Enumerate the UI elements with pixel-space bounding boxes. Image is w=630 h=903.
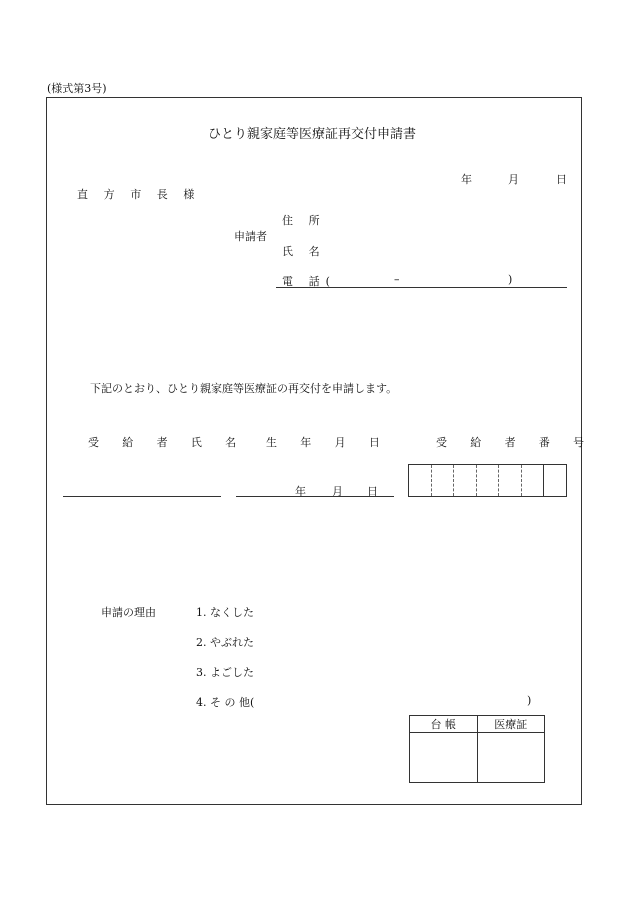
birthdate-header: 生 年 月 日: [266, 436, 390, 449]
number-digit-box[interactable]: [432, 465, 455, 496]
reason-other-close: ): [527, 694, 532, 707]
recipient-name-line[interactable]: [63, 496, 221, 497]
phone-separator: –: [394, 273, 400, 286]
number-digit-box[interactable]: [499, 465, 522, 496]
number-digit-box[interactable]: [477, 465, 500, 496]
office-col-certificate: 医療証: [477, 716, 545, 733]
date-year-label: 年: [461, 173, 472, 186]
reason-label: 申請の理由: [101, 606, 156, 619]
office-use-table: [409, 715, 545, 783]
number-digit-box[interactable]: [409, 465, 432, 496]
applicant-address-label: 住 所: [282, 214, 326, 227]
form-number: (様式第3号): [47, 82, 107, 95]
phone-close: ): [508, 273, 513, 286]
birth-year-label: 年: [295, 485, 306, 498]
birth-month-label: 月: [332, 485, 343, 498]
date-month-label: 月: [508, 173, 519, 186]
recipient-number-header: 受 給 者 番 号: [436, 436, 595, 449]
recipient-name-header: 受 給 者 氏 名: [88, 436, 247, 449]
reason-option-1[interactable]: 1. なくした: [196, 606, 254, 619]
office-cell-ledger: [410, 733, 478, 783]
statement: 下記のとおり、ひとり親家庭等医療証の再交付を申請します。: [90, 382, 398, 395]
reason-option-3[interactable]: 3. よごした: [196, 666, 254, 679]
form-frame: [46, 97, 582, 805]
applicant-name-label: 氏 名: [282, 245, 326, 258]
reason-option-4[interactable]: 4. そ の 他(: [196, 696, 255, 709]
birthdate-line[interactable]: [236, 496, 394, 497]
addressee: 直 方 市 長 様: [77, 188, 201, 201]
form-title: ひとり親家庭等医療証再交付申請書: [208, 127, 417, 142]
birth-day-label: 日: [367, 485, 378, 498]
office-cell-certificate: [477, 733, 545, 783]
office-col-ledger: 台 帳: [410, 716, 478, 733]
applicant-label: 申請者: [234, 230, 267, 243]
recipient-number-boxes[interactable]: [408, 464, 567, 497]
phone-underline[interactable]: [276, 287, 567, 288]
date-day-label: 日: [556, 173, 567, 186]
applicant-phone-label: 電 話(: [282, 275, 336, 288]
number-digit-box[interactable]: [544, 465, 566, 496]
reason-option-2[interactable]: 2. やぶれた: [196, 636, 254, 649]
number-digit-box[interactable]: [522, 465, 545, 496]
number-digit-box[interactable]: [454, 465, 477, 496]
